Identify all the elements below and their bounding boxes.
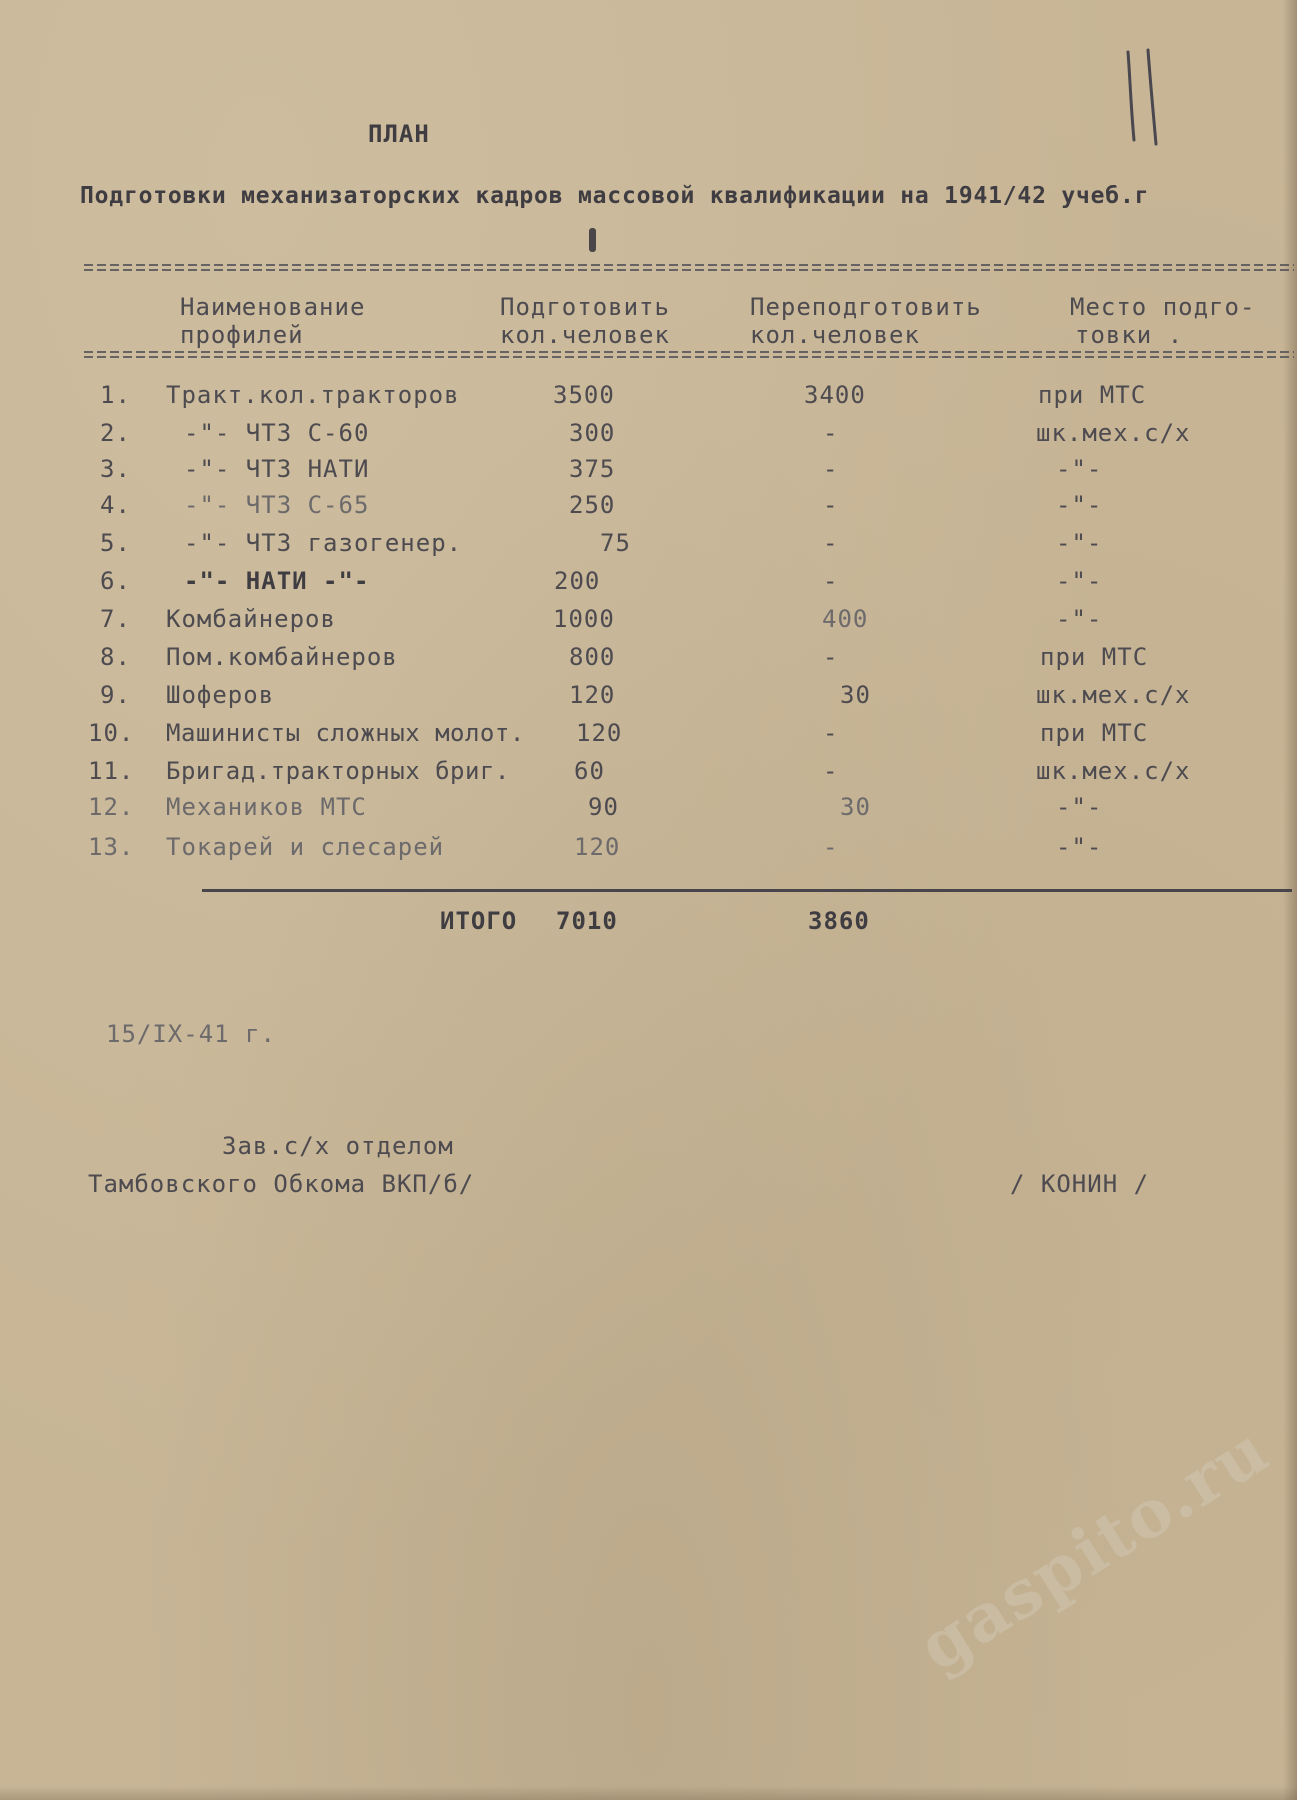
row-number: 2. bbox=[100, 419, 131, 447]
row-place: при МТС bbox=[1040, 719, 1149, 747]
row-place: -"- bbox=[1056, 833, 1103, 861]
total-retrain: 3860 bbox=[808, 907, 870, 935]
row-prepare: 3500 bbox=[553, 381, 615, 409]
row-number: 6. bbox=[100, 567, 131, 595]
row-prepare: 60 bbox=[574, 757, 605, 785]
row-prepare: 375 bbox=[569, 455, 616, 483]
page-edge bbox=[0, 1786, 1297, 1800]
row-place: -"- bbox=[1056, 529, 1103, 557]
row-name: Тракт.кол.тракторов bbox=[166, 381, 460, 409]
row-name: Бригад.тракторных бриг. bbox=[166, 757, 510, 785]
row-retrain: - bbox=[823, 567, 839, 595]
row-place: -"- bbox=[1056, 605, 1103, 633]
row-name: Шоферов bbox=[166, 681, 275, 709]
row-prepare: 120 bbox=[574, 833, 621, 861]
row-number: 7. bbox=[100, 605, 131, 633]
row-retrain: - bbox=[823, 491, 839, 519]
page-subtitle: Подготовки механизаторских кадров массовой квалификации на 1941/42 учеб.г bbox=[80, 183, 1150, 209]
signature-position: Зав.с/х отделом bbox=[222, 1132, 454, 1160]
header-retrain-2: кол.человек bbox=[750, 321, 920, 349]
row-retrain: - bbox=[823, 757, 839, 785]
page-title: ПЛАН bbox=[368, 120, 430, 148]
row-place: -"- bbox=[1056, 567, 1103, 595]
row-name: -"- ЧТЗ НАТИ bbox=[184, 455, 370, 483]
row-prepare: 800 bbox=[569, 643, 616, 671]
header-name: Наименование bbox=[180, 293, 366, 321]
row-retrain: 400 bbox=[822, 605, 869, 633]
header-rule-top bbox=[84, 263, 1294, 273]
row-number: 11. bbox=[88, 757, 135, 785]
row-retrain: 30 bbox=[840, 681, 871, 709]
total-prepare: 7010 bbox=[556, 907, 618, 935]
row-name: -"- ЧТЗ газогенер. bbox=[184, 529, 463, 557]
row-place: при МТС bbox=[1038, 381, 1147, 409]
header-rule-bottom bbox=[84, 350, 1294, 360]
row-retrain: - bbox=[823, 529, 839, 557]
row-retrain: - bbox=[823, 719, 839, 747]
row-number: 10. bbox=[88, 719, 135, 747]
watermark: gaspito.ru bbox=[905, 1409, 1283, 1687]
header-place: Место подго- bbox=[1070, 293, 1256, 321]
header-prepare-2: кол.человек bbox=[500, 321, 670, 349]
row-retrain: - bbox=[823, 833, 839, 861]
header-prepare: Подготовить bbox=[500, 293, 670, 321]
header-place-2: товки . bbox=[1075, 321, 1184, 349]
ink-mark bbox=[589, 228, 596, 252]
row-name: Токарей и слесарей bbox=[166, 833, 445, 861]
document-date: 15/IX-41 г. bbox=[106, 1020, 276, 1048]
row-number: 13. bbox=[88, 833, 135, 861]
row-place: при МТС bbox=[1040, 643, 1149, 671]
row-name: Комбайнеров bbox=[166, 605, 336, 633]
row-number: 1. bbox=[100, 381, 131, 409]
row-place: шк.мех.с/х bbox=[1036, 419, 1191, 447]
row-number: 3. bbox=[100, 455, 131, 483]
row-prepare: 120 bbox=[569, 681, 616, 709]
row-name: Механиков МТС bbox=[166, 793, 367, 821]
row-retrain: 30 bbox=[840, 793, 871, 821]
row-name: -"- НАТИ -"- bbox=[184, 567, 370, 595]
totals-rule bbox=[202, 889, 1292, 892]
row-prepare: 300 bbox=[569, 419, 616, 447]
row-prepare: 75 bbox=[600, 529, 631, 557]
row-name: Пом.комбайнеров bbox=[166, 643, 398, 671]
row-number: 5. bbox=[100, 529, 131, 557]
row-number: 8. bbox=[100, 643, 131, 671]
row-name: -"- ЧТЗ С-65 bbox=[184, 491, 370, 519]
signature-name: / КОНИН / bbox=[1010, 1170, 1150, 1198]
row-number: 9. bbox=[100, 681, 131, 709]
row-number: 4. bbox=[100, 491, 131, 519]
row-name: Машинисты сложных молот. bbox=[166, 719, 525, 747]
row-prepare: 200 bbox=[554, 567, 601, 595]
row-retrain: - bbox=[823, 643, 839, 671]
row-place: -"- bbox=[1056, 455, 1103, 483]
row-name: -"- ЧТЗ С-60 bbox=[184, 419, 370, 447]
signature-organization: Тамбовского Обкома ВКП/б/ bbox=[88, 1170, 475, 1198]
row-place: шк.мех.с/х bbox=[1036, 681, 1191, 709]
row-retrain: - bbox=[823, 419, 839, 447]
folio-number-handwritten bbox=[1122, 48, 1172, 148]
row-retrain: - bbox=[823, 455, 839, 483]
header-name-2: профилей bbox=[180, 321, 304, 349]
row-prepare: 90 bbox=[588, 793, 619, 821]
row-prepare: 250 bbox=[569, 491, 616, 519]
header-retrain: Переподготовить bbox=[750, 293, 982, 321]
row-place: -"- bbox=[1056, 793, 1103, 821]
row-place: -"- bbox=[1056, 491, 1103, 519]
row-prepare: 1000 bbox=[553, 605, 615, 633]
row-prepare: 120 bbox=[576, 719, 623, 747]
row-number: 12. bbox=[88, 793, 135, 821]
row-retrain: 3400 bbox=[804, 381, 866, 409]
row-place: шк.мех.с/х bbox=[1036, 757, 1191, 785]
total-label: ИТОГО bbox=[440, 907, 518, 935]
